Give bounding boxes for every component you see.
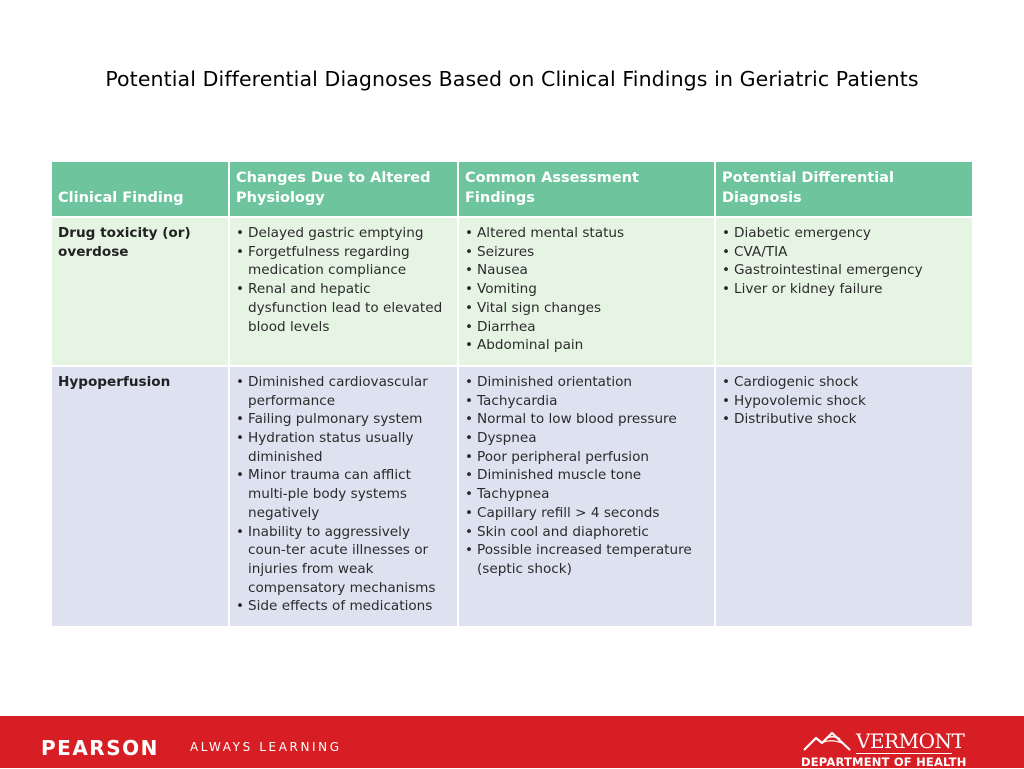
- altered-physiology-cell: [229, 217, 458, 366]
- table-header-row: [52, 162, 972, 217]
- list-item: • Delayed gastric emptying: [236, 224, 451, 243]
- clinical-finding-cell: Drug toxicity (or) overdose: [52, 217, 229, 366]
- header-altered-physiology: Changes Due to Altered Physiology: [229, 162, 458, 217]
- table-row-hypoperfusion: [52, 366, 972, 626]
- list-item: • Abdominal pain: [465, 336, 708, 355]
- department-of-health-text: DEPARTMENT OF HEALTH: [801, 755, 967, 769]
- list-item: • Liver or kidney failure: [722, 280, 966, 299]
- bullet-list: [465, 373, 708, 579]
- list-item: • Tachycardia: [465, 392, 708, 411]
- logo-divider: [856, 753, 952, 754]
- list-item: • Minor trauma can afflict multi-ple body systems negatively: [236, 466, 451, 522]
- footer-tagline: ALWAYS LEARNING: [190, 740, 342, 754]
- list-item: • Renal and hepatic dysfunction lead to elevated blood levels: [236, 280, 451, 336]
- list-item: • Diminished muscle tone: [465, 466, 708, 485]
- list-item: • Diabetic emergency: [722, 224, 966, 243]
- assessment-findings-cell: [458, 217, 715, 366]
- list-item: • Failing pulmonary system: [236, 410, 451, 429]
- list-item: • Altered mental status: [465, 224, 708, 243]
- differential-diagnosis-cell: [715, 366, 972, 626]
- list-item: • Capillary refill > 4 seconds: [465, 504, 708, 523]
- list-item: • Seizures: [465, 243, 708, 262]
- bullet-list: [722, 373, 966, 429]
- list-item: • Hydration status usually diminished: [236, 429, 451, 466]
- vermont-wordmark: VERMONT: [856, 729, 965, 753]
- bullet-list: [722, 224, 966, 299]
- list-item: • Diarrhea: [465, 318, 708, 337]
- footer-bar: [0, 716, 1024, 768]
- list-item: • Possible increased temperature (septic shock): [465, 541, 708, 578]
- list-item: • Gastrointestinal emergency: [722, 261, 966, 280]
- vermont-health-logo: [800, 722, 967, 769]
- slide-title: Potential Differential Diagnoses Based on Clinical Findings in Geriatric Patients: [105, 67, 919, 91]
- altered-physiology-cell: [229, 366, 458, 626]
- list-item: • Cardiogenic shock: [722, 373, 966, 392]
- bullet-list: [236, 373, 451, 616]
- list-item: • Distributive shock: [722, 410, 966, 429]
- list-item: • Hypovolemic shock: [722, 392, 966, 411]
- list-item: • Vital sign changes: [465, 299, 708, 318]
- clinical-finding-cell: Hypoperfusion: [52, 366, 229, 626]
- list-item: • CVA/TIA: [722, 243, 966, 262]
- list-item: • Nausea: [465, 261, 708, 280]
- list-item: • Tachypnea: [465, 485, 708, 504]
- differential-diagnosis-cell: [715, 217, 972, 366]
- list-item: • Forgetfulness regarding medication compliance: [236, 243, 451, 280]
- list-item: • Diminished cardiovascular performance: [236, 373, 451, 410]
- list-item: • Inability to aggressively coun-ter acute illnesses or injuries from weak compensatory mechanisms: [236, 523, 451, 598]
- header-assessment-findings: Common Assessment Findings: [458, 162, 715, 217]
- list-item: • Skin cool and diaphoretic: [465, 523, 708, 542]
- mountain-icon: [802, 730, 852, 752]
- header-differential-diagnosis: Potential Differential Diagnosis: [715, 162, 972, 217]
- bullet-list: [236, 224, 451, 336]
- bullet-list: [465, 224, 708, 355]
- table-row-drug-toxicity: [52, 217, 972, 366]
- list-item: • Poor peripheral perfusion: [465, 448, 708, 467]
- assessment-findings-cell: [458, 366, 715, 626]
- list-item: • Dyspnea: [465, 429, 708, 448]
- list-item: • Vomiting: [465, 280, 708, 299]
- list-item: • Diminished orientation: [465, 373, 708, 392]
- pearson-logo: PEARSON: [41, 736, 159, 760]
- list-item: • Normal to low blood pressure: [465, 410, 708, 429]
- list-item: • Side effects of medications: [236, 597, 451, 616]
- header-clinical-finding: Clinical Finding: [52, 162, 229, 217]
- differential-diagnosis-table: [52, 162, 972, 626]
